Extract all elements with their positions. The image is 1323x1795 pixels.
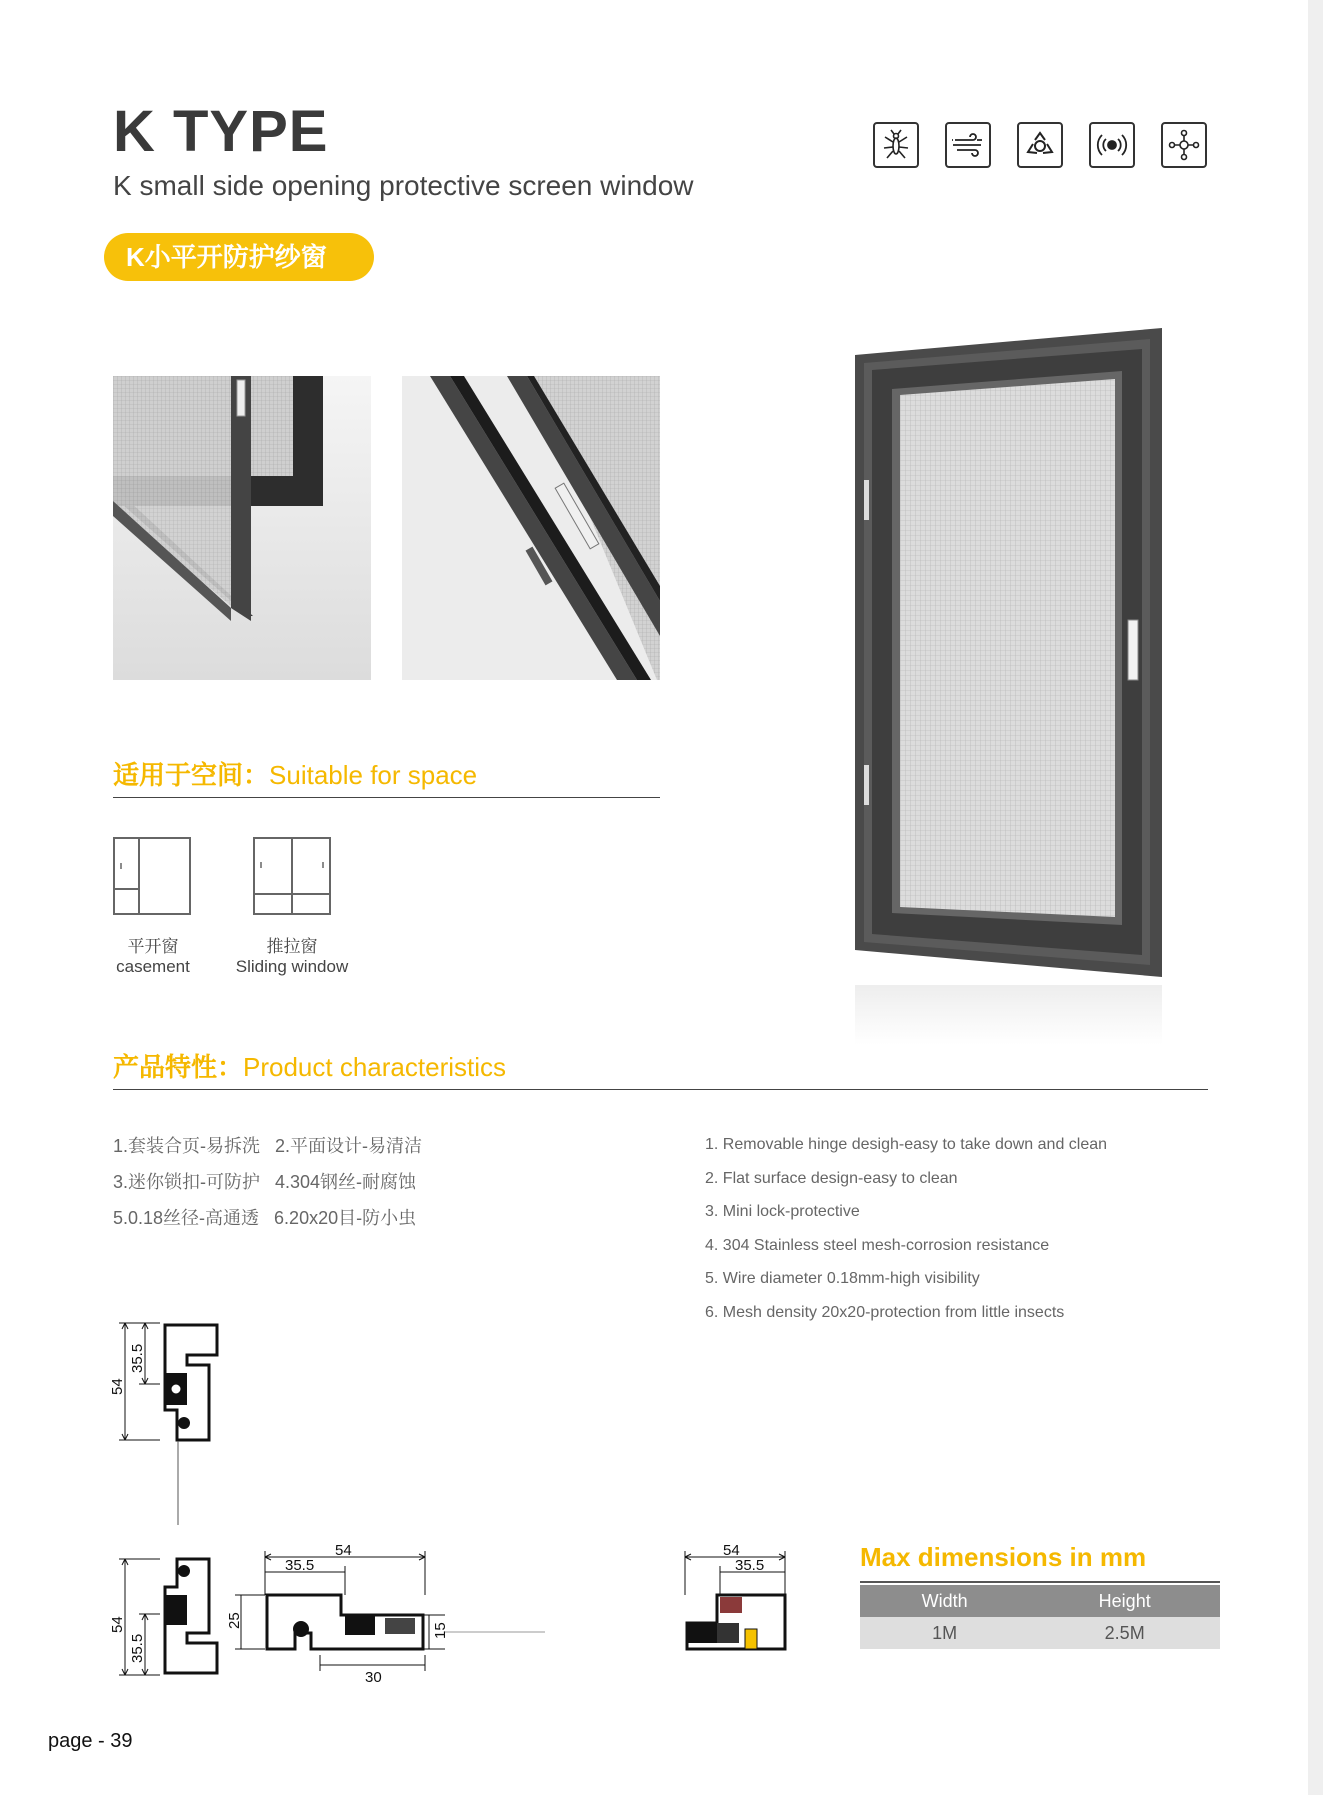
sliding-label-en: Sliding window <box>235 957 349 976</box>
network-icon <box>1161 122 1207 168</box>
h2-mid-dim: 35.5 <box>735 1557 765 1574</box>
feature-en-line: 1. Removable hinge desigh-easy to take down and clean <box>705 1136 1108 1153</box>
v1-inner-dim: 35.5 <box>129 1343 146 1373</box>
profile-section-drawings <box>105 1315 865 1685</box>
max-dimensions-table <box>860 1585 1220 1649</box>
features-en-list <box>705 1128 1107 1329</box>
sound-icon <box>1089 122 1135 168</box>
feature-cn-line: 5.0.18丝径-高通透 6.20x20目-防小虫 <box>113 1208 417 1228</box>
casement-diagram <box>113 837 191 915</box>
cn-title-badge: K小平开防护纱窗 <box>104 233 374 281</box>
page-subtitle: K small side opening protective screen window <box>113 170 694 201</box>
feature-en-line: 5. Wire diameter 0.18mm-high visibility <box>705 1270 980 1287</box>
dimensions-rule <box>860 1581 1220 1583</box>
width-header: Width <box>860 1585 1029 1617</box>
height-header: Height <box>1029 1585 1220 1617</box>
space-item-sliding <box>222 932 362 977</box>
product-window-image <box>850 325 1170 1045</box>
space-title-en: Suitable for space <box>269 760 478 790</box>
feature-cn-line: 1.套装合页-易拆洗 2.平面设计-易清洁 <box>113 1136 423 1156</box>
page-number: page - 39 <box>48 1730 133 1752</box>
height-value: 2.5M <box>1029 1617 1220 1649</box>
space-title-cn: 适用于空间： <box>113 760 270 790</box>
features-cn-list <box>113 1128 422 1236</box>
characteristics-section-title <box>113 1047 506 1084</box>
sliding-label-cn: 推拉窗 <box>266 937 318 956</box>
h1-mid-dim: 35.5 <box>285 1557 315 1574</box>
feature-cn-line: 3.迷你锁扣-可防护 4.304钢丝-耐腐蚀 <box>113 1172 417 1192</box>
v1-outer-dim: 54 <box>109 1378 126 1395</box>
characteristics-divider <box>113 1089 1208 1090</box>
space-section-title <box>113 755 477 792</box>
feature-en-line: 2. Flat surface design-easy to clean <box>705 1169 958 1187</box>
space-divider <box>113 797 660 798</box>
table-header-row <box>860 1585 1220 1617</box>
table-row <box>860 1617 1220 1649</box>
feature-en-line: 3. Mini lock-protective <box>705 1203 860 1220</box>
h1-bottom-dim: 30 <box>365 1669 382 1685</box>
sliding-window-diagram <box>253 837 331 915</box>
detail-photo-lock <box>402 376 660 680</box>
space-item-casement <box>98 932 208 977</box>
feature-en-line: 6. Mesh density 20x20-protection from little insects <box>705 1303 1065 1321</box>
h1-right-dim: 15 <box>432 1622 449 1639</box>
v2-inner-dim: 35.5 <box>129 1633 146 1663</box>
mosquito-icon <box>873 122 919 168</box>
page-edge-strip <box>1308 0 1323 1795</box>
h2-top-dim: 54 <box>723 1542 740 1559</box>
max-dimensions-title: Max dimensions in mm <box>860 1542 1147 1572</box>
wind-icon <box>945 122 991 168</box>
page-title: K TYPE <box>113 99 329 164</box>
v2-outer-dim: 54 <box>109 1616 126 1633</box>
width-value: 1M <box>860 1617 1029 1649</box>
h1-top-dim: 54 <box>335 1542 352 1559</box>
characteristics-title-cn: 产品特性： <box>113 1052 244 1082</box>
characteristics-title-en: Product characteristics <box>243 1052 506 1082</box>
casement-label-cn: 平开窗 <box>127 937 179 956</box>
casement-label-en: casement <box>116 957 190 976</box>
h1-left-dim: 25 <box>226 1612 243 1629</box>
recycle-icon <box>1017 122 1063 168</box>
feature-icon-row <box>873 122 1207 168</box>
detail-photo-hinge <box>113 376 371 680</box>
feature-en-line: 4. 304 Stainless steel mesh-corrosion resistance <box>705 1236 1050 1254</box>
